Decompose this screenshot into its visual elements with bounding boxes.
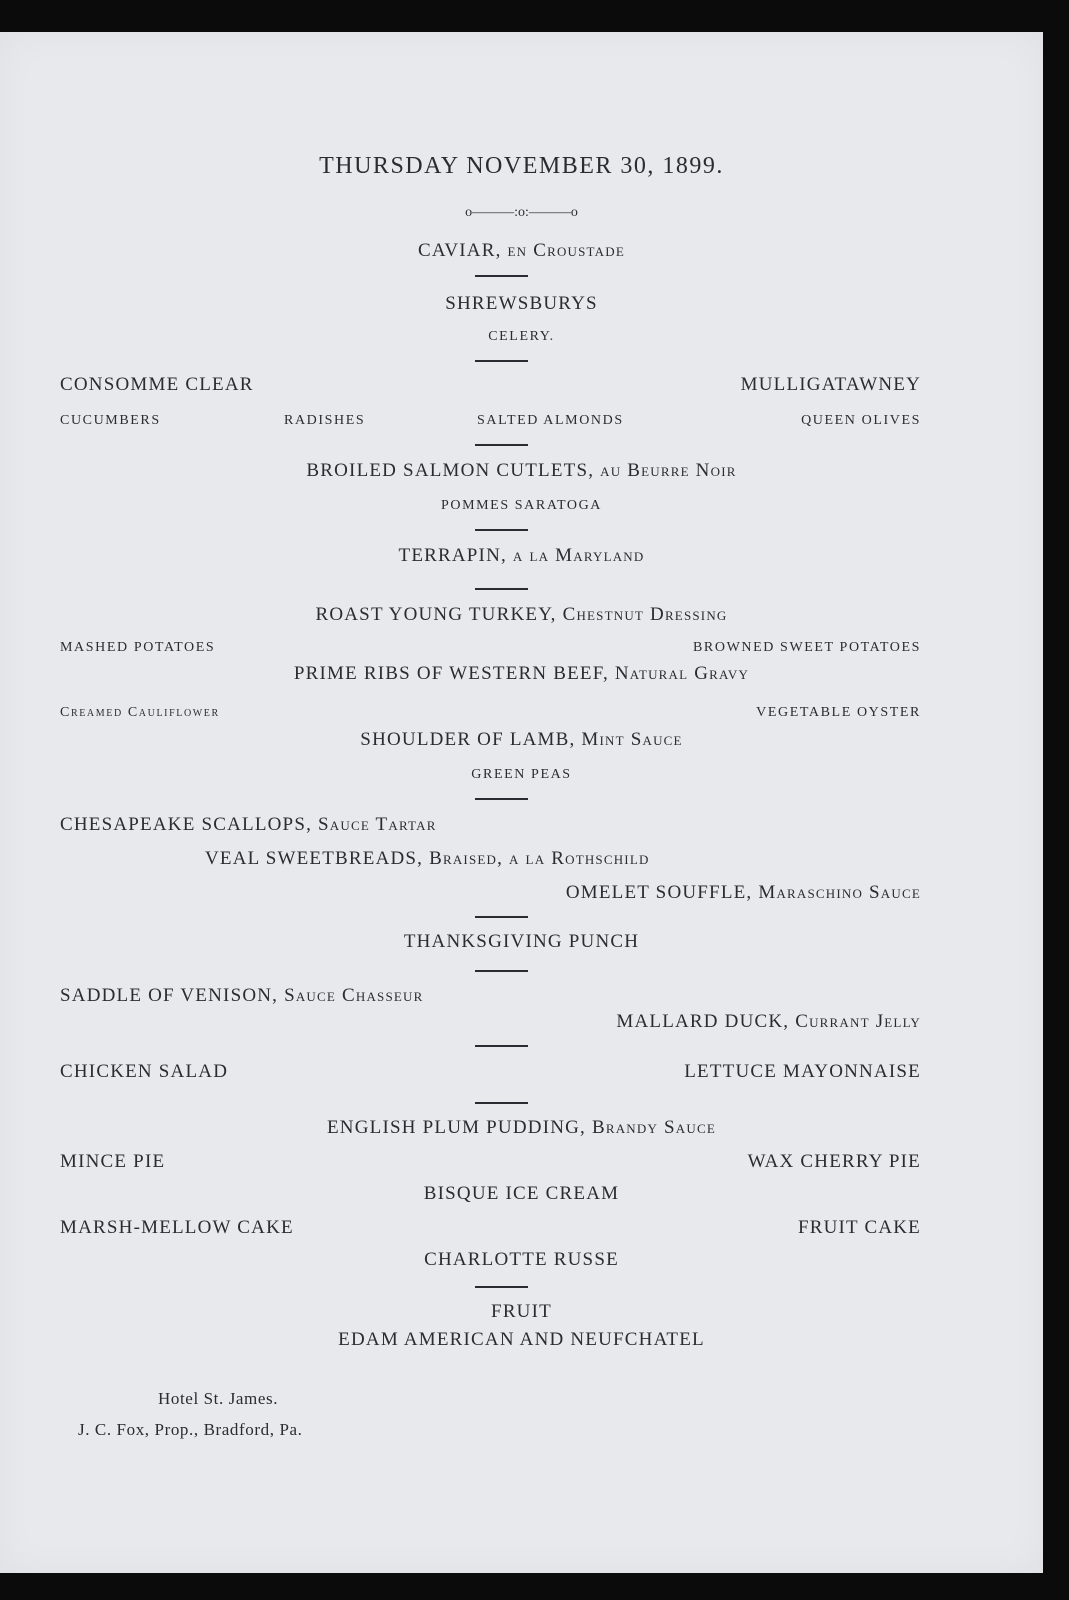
- menu-date: THURSDAY NOVEMBER 30, 1899.: [319, 153, 724, 179]
- rule: [475, 916, 528, 918]
- menu-item-scallops: CHESAPEAKE SCALLOPS, Sauce Tartar: [60, 814, 437, 835]
- menu-item-cauliflower: Creamed Cauliflower: [60, 705, 220, 720]
- proprietor-line: J. C. Fox, Prop., Bradford, Pa.: [78, 1420, 303, 1439]
- menu-item-bisque: BISQUE ICE CREAM: [423, 1183, 620, 1204]
- menu-item-fruit: FRUIT: [491, 1301, 552, 1322]
- menu-item-terrapin: TERRAPIN, a la Maryland: [398, 545, 645, 566]
- menu-item-venison: SADDLE OF VENISON, Sauce Chasseur: [60, 985, 424, 1006]
- menu-item-cheese: EDAM AMERICAN AND NEUFCHATEL: [338, 1329, 705, 1350]
- menu-item-chicken-salad: CHICKEN SALAD: [60, 1061, 229, 1082]
- rule: [475, 970, 528, 972]
- menu-item-beef: PRIME RIBS OF WESTERN BEEF, Natural Gravy: [293, 663, 750, 684]
- menu-item-lettuce: LETTUCE MAYONNAISE: [684, 1061, 921, 1082]
- menu-item-punch: THANKSGIVING PUNCH: [403, 931, 640, 952]
- rule: [475, 360, 528, 362]
- menu-item-shrewsburys: SHREWSBURYS: [445, 293, 598, 314]
- menu-item-salmon: BROILED SALMON CUTLETS, au Beurre Noir: [306, 460, 737, 481]
- menu-item-queen-olives: QUEEN OLIVES: [801, 413, 921, 428]
- menu-item-vegetable-oyster: VEGETABLE OYSTER: [756, 705, 921, 720]
- menu-item-marsh-cake: MARSH-MELLOW CAKE: [60, 1217, 294, 1238]
- menu-item-duck: MALLARD DUCK, Currant Jelly: [616, 1011, 921, 1032]
- hotel-name: Hotel St. James.: [158, 1389, 279, 1408]
- menu-item-sweetbreads: VEAL SWEETBREADS, Braised, a la Rothschild: [205, 848, 650, 869]
- menu-item-lamb: SHOULDER OF LAMB, Mint Sauce: [360, 729, 683, 750]
- menu-item-pommes: POMMES SARATOGA: [440, 498, 603, 513]
- rule: [475, 798, 528, 800]
- menu-card: [0, 32, 1043, 1573]
- menu-item-cherry-pie: WAX CHERRY PIE: [747, 1151, 921, 1172]
- menu-item-mulligatawney: MULLIGATAWNEY: [740, 374, 921, 395]
- menu-item-charlotte: CHARLOTTE RUSSE: [424, 1249, 619, 1270]
- menu-item-mashed-potatoes: MASHED POTATOES: [60, 640, 216, 655]
- menu-item-caviar: CAVIAR, en Croustade: [418, 240, 625, 261]
- menu-item-green-peas: GREEN PEAS: [471, 767, 572, 782]
- rule: [475, 1102, 528, 1104]
- menu-item-cucumbers: CUCUMBERS: [60, 413, 161, 428]
- menu-item-celery: CELERY.: [488, 329, 555, 344]
- rule: [475, 1045, 528, 1047]
- rule: [475, 275, 528, 277]
- menu-item-turkey: ROAST YOUNG TURKEY, Chestnut Dressing: [315, 604, 728, 625]
- menu-item-radishes: RADISHES: [284, 413, 366, 428]
- rule: [475, 1286, 528, 1288]
- ornament-divider: o———:o:———o: [465, 205, 578, 220]
- rule: [475, 444, 528, 446]
- menu-item-fruit-cake: FRUIT CAKE: [797, 1217, 921, 1238]
- rule: [475, 588, 528, 590]
- menu-item-omelet: OMELET SOUFFLE, Maraschino Sauce: [565, 882, 921, 903]
- menu-item-consomme: CONSOMME CLEAR: [60, 374, 254, 395]
- menu-item-salted-almonds: SALTED ALMONDS: [477, 413, 624, 428]
- menu-item-mince-pie: MINCE PIE: [60, 1151, 166, 1172]
- rule: [475, 529, 528, 531]
- menu-item-pudding: ENGLISH PLUM PUDDING, Brandy Sauce: [327, 1117, 716, 1138]
- menu-item-sweet-potatoes: BROWNED SWEET POTATOES: [692, 640, 921, 655]
